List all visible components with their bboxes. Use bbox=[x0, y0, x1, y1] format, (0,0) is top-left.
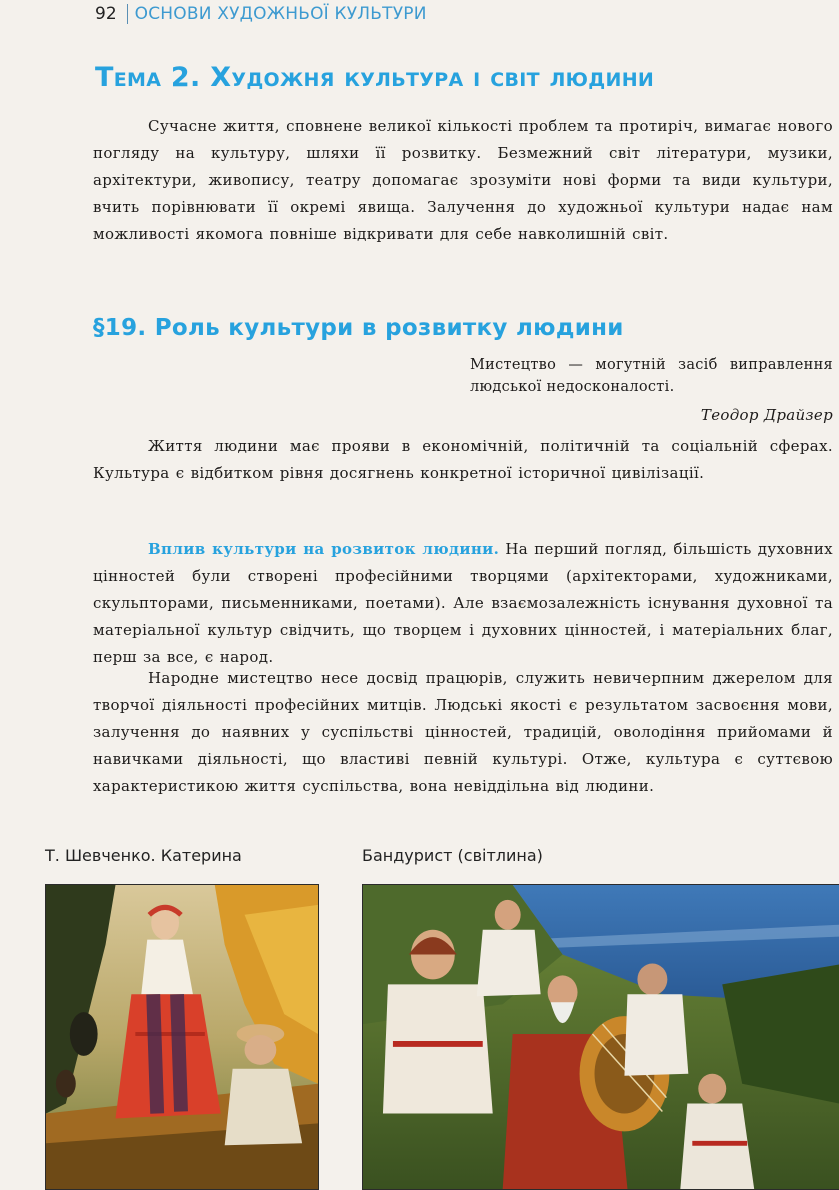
paragraph-2-text: На перший погляд, більшість духовних цінностей були створені професійними творцями (архітекторами, художниками, скульпторами, письменниками, поетами). Але взаємозалежність існування духовної та матеріальної культур свідчить, що творцем і духовних цінностей, і матеріальних благ, перш за все, є народ. bbox=[93, 540, 833, 666]
bandurist-photo-image bbox=[362, 884, 839, 1190]
figure-caption-bandurist: Бандурист (світлина) bbox=[362, 846, 543, 865]
body-paragraph-1: Життя людини має прояви в економічній, політичній та соціальній сферах. Культура є відбитком рівня досягнень конкретної історичної цивілізації. bbox=[93, 437, 833, 482]
running-title: ОСНОВИ ХУДОЖНЬОЇ КУЛЬТУРИ bbox=[134, 4, 427, 24]
figure-caption-kateryna: Т. Шевченко. Катерина bbox=[45, 846, 242, 865]
topic-title: Тема 2. Художня культура і світ людини bbox=[95, 62, 655, 93]
body-paragraph-3: Народне мистецтво несе досвід працюрів, служить невичерпним джерелом для творчої діяльності професійних митців. Людські якості є результатом засвоєння мови, залучення до наявних у суспільстві цінностей, традицій, оволодіння прийомами й навичками діяльності, що властиві певній культурі. Отже, культура є суттєвою характеристикою життя суспільства, вона невіддільна від людини. bbox=[93, 669, 833, 795]
epigraph-quote: Мистецтво — могутній засіб виправлення людської недосконалості. bbox=[470, 357, 833, 395]
paragraph-lead-heading: Вплив культури на розвиток людини. bbox=[148, 540, 500, 558]
body-paragraph-2 bbox=[93, 536, 833, 671]
running-head bbox=[95, 2, 427, 26]
kateryna-painting-image bbox=[45, 884, 319, 1190]
epigraph-author: Теодор Драйзер bbox=[700, 406, 833, 424]
section-title: §19. Роль культури в розвитку людини bbox=[93, 315, 624, 341]
page-number: 92 bbox=[95, 4, 117, 24]
topic-intro-paragraph: Сучасне життя, сповнене великої кількості проблем та протиріч, вимагає нового погляду на культуру, шляхи її розвитку. Безмежний світ літератури, музики, архітектури, живопису, театру допомагає зрозуміти нові форми та види культури, вчить порівнювати її окремі явища. Залучення до художньої культури надає нам можливості якомога повніше відкривати для себе навколишній світ. bbox=[93, 117, 833, 243]
header-divider bbox=[127, 4, 128, 24]
